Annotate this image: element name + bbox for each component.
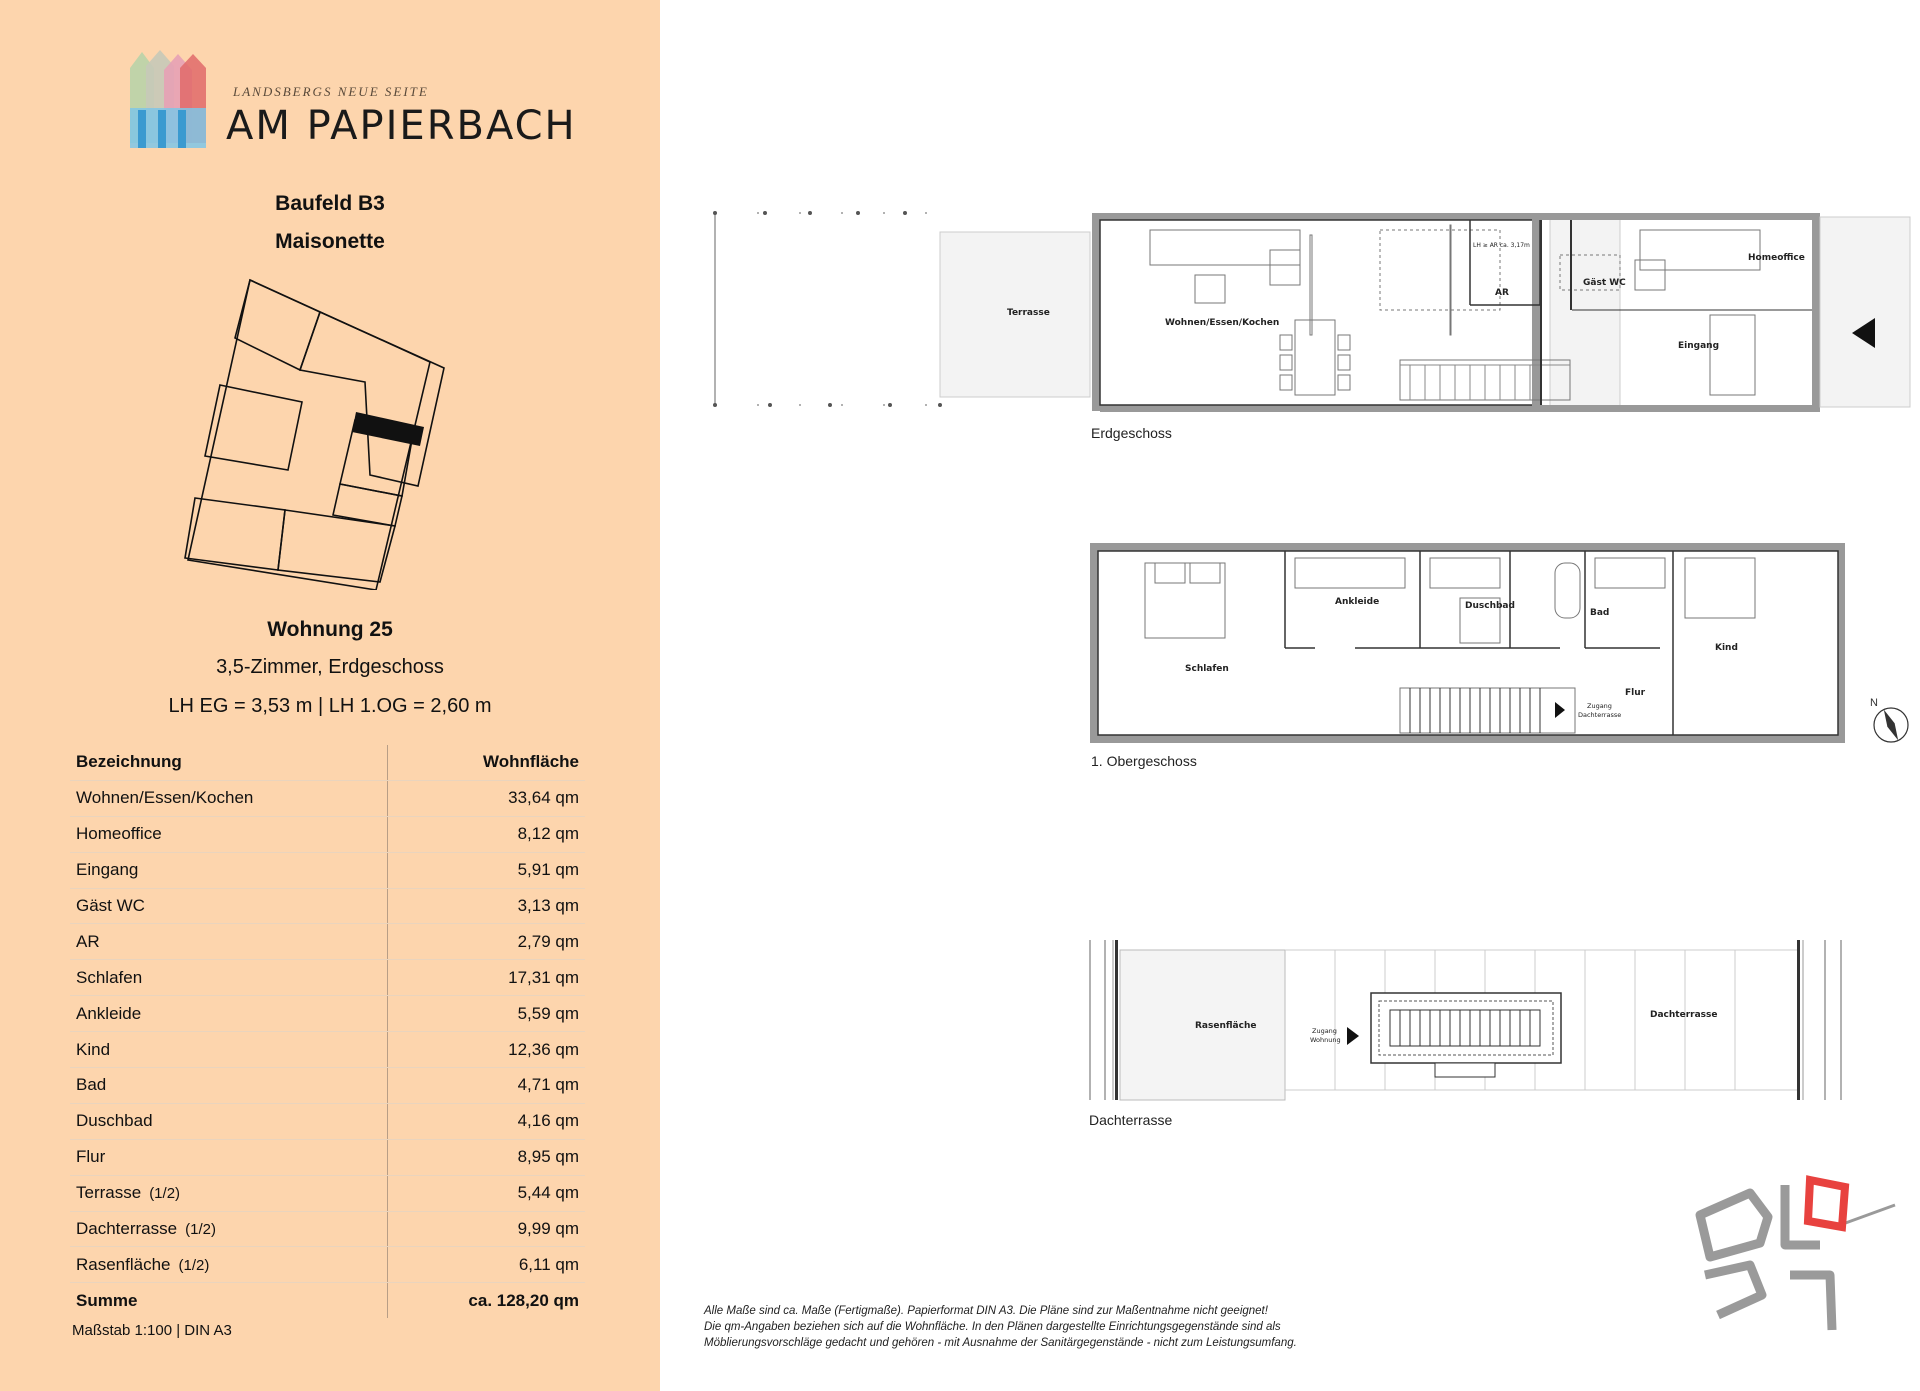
room-label-ankleide: Ankleide [1335, 597, 1380, 607]
plan-label-dachterrasse: Dachterrasse [1089, 1112, 1173, 1128]
table-row [70, 816, 585, 852]
compass-north-label: N [1870, 697, 1878, 709]
sum-row [70, 1283, 585, 1318]
room-name: Eingang [76, 860, 139, 880]
room-label-duschbad: Duschbad [1465, 601, 1515, 611]
room-area: 5,59 qm [388, 996, 586, 1032]
room-name: Duschbad [76, 1111, 153, 1131]
room-label-flur: Flur [1625, 688, 1646, 698]
info-sidebar [0, 0, 660, 1391]
room-name: Gäst WC [76, 896, 145, 915]
building-field: Baufeld B3 [275, 192, 385, 215]
room-name: Kind [76, 1039, 111, 1059]
room-name: Rasenfläche [76, 1254, 171, 1274]
room-area: 6,11 qm [388, 1247, 586, 1283]
room-name: Schlafen [76, 967, 143, 987]
apartment-name: Wohnung 25 [267, 618, 393, 641]
room-area: 8,95 qm [388, 1139, 586, 1175]
room-area: 3,13 qm [388, 888, 586, 924]
access-arrow-icon [1347, 1027, 1359, 1045]
room-label-schlafen: Schlafen [1185, 664, 1229, 674]
sum-value: ca. 128,20 qm [468, 1290, 579, 1310]
room-label-ar: AR [1495, 288, 1509, 298]
table-header-row [70, 745, 585, 780]
room-name: Wohnen/Essen/Kochen [76, 788, 254, 808]
room-label-zugang: Zugang [1312, 1027, 1337, 1035]
room-area: 5,44 qm [388, 1175, 586, 1211]
room-label-gaestwc: Gäst WC [1583, 278, 1626, 288]
room-area: 2,79 qm [388, 924, 586, 960]
roof-terrace-plan [1085, 935, 1855, 1105]
room-suffix: (1/2) [149, 1185, 181, 1203]
table-row [70, 888, 585, 924]
room-name: Terrasse [76, 1183, 142, 1203]
table-row [70, 780, 585, 816]
table-row [70, 1211, 585, 1247]
room-label-zugang: Zugang [1587, 702, 1612, 710]
sum-label: Summe [70, 1283, 388, 1318]
room-label-homeoffice: Homeoffice [1748, 253, 1805, 263]
room-area: 12,36 qm [388, 1032, 586, 1068]
room-label-zugang-wohnung: Wohnung [1310, 1036, 1341, 1044]
room-label-terrasse: Terrasse [1007, 308, 1050, 318]
room-label-bad: Bad [1590, 608, 1610, 618]
col-header-name: Bezeichnung [70, 745, 388, 780]
plan-label-obergeschoss: 1. Obergeschoss [1091, 753, 1197, 769]
logo-tagline: LANDSBERGS NEUE SEITE [233, 84, 429, 99]
room-label-kind: Kind [1715, 643, 1738, 653]
room-name: Ankleide [76, 1003, 142, 1023]
apartment-type: Maisonette [275, 230, 385, 253]
table-row [70, 1247, 585, 1283]
area-table [70, 745, 585, 1318]
room-area: 17,31 qm [388, 960, 586, 996]
room-area: 9,99 qm [388, 1211, 586, 1247]
table-row [70, 852, 585, 888]
plan-label-erdgeschoss: Erdgeschoss [1091, 425, 1172, 441]
room-name: AR [76, 931, 100, 951]
room-note-ar: LH ≥ AR ca. 3,17m [1473, 242, 1530, 249]
table-row [70, 996, 585, 1032]
highlighted-apartment-block [352, 412, 424, 446]
logo-title: AM PAPIERBACH [226, 103, 577, 149]
table-row [70, 960, 585, 996]
site-plan-diagram [180, 270, 480, 590]
room-label-rasenflaeche: Rasenfläche [1195, 1021, 1257, 1031]
table-row [70, 1068, 585, 1104]
apartment-rooms: 3,5-Zimmer, Erdgeschoss [216, 656, 444, 678]
room-suffix: (1/2) [178, 1256, 210, 1274]
upper-floor-plan [1085, 538, 1845, 748]
room-area: 33,64 qm [388, 780, 586, 816]
room-name: Homeoffice [76, 824, 162, 844]
table-row [70, 1139, 585, 1175]
room-name: Dachterrasse [76, 1219, 178, 1239]
room-area: 4,16 qm [388, 1103, 586, 1139]
table-row [70, 924, 585, 960]
room-area: 4,71 qm [388, 1068, 586, 1104]
room-name: Bad [76, 1075, 107, 1095]
room-name: Flur [76, 1147, 106, 1167]
ceiling-heights: LH EG = 3,53 m | LH 1.OG = 2,60 m [168, 695, 492, 717]
scale-note: Maßstab 1:100 | DIN A3 [72, 1322, 232, 1339]
disclaimer-line: Die qm-Angaben beziehen sich auf die Wohnfläche. In den Plänen dargestellte Einrichtungsgegenstände sind als [704, 1321, 1281, 1333]
disclaimer-line: Möblierungsvorschläge gedacht und gehören - mit Ausnahme der Sanitärgegenstände - nicht zum Leistungsumfang. [704, 1337, 1297, 1349]
room-area: 8,12 qm [388, 816, 586, 852]
table-row [70, 1103, 585, 1139]
disclaimer-line: Alle Maße sind ca. Maße (Fertigmaße). Papierformat DIN A3. Die Pläne sind zur Maßentnahme nicht geeignet! [704, 1305, 1268, 1317]
table-row [70, 1175, 585, 1211]
location-map-icon [1690, 1165, 1905, 1345]
room-suffix: (1/2) [185, 1221, 216, 1239]
ground-floor-plan [710, 205, 1920, 420]
room-label-zugang-dachterrasse: Dachterrasse [1578, 711, 1622, 719]
room-label-wohnen: Wohnen/Essen/Kochen [1165, 318, 1280, 328]
room-label-dachterrasse: Dachterrasse [1650, 1010, 1718, 1020]
compass-icon [1866, 692, 1916, 744]
col-header-area: Wohnfläche [388, 745, 586, 780]
room-area: 5,91 qm [388, 852, 586, 888]
table-row [70, 1032, 585, 1068]
room-label-eingang: Eingang [1678, 341, 1720, 351]
disclaimer-notes [704, 1303, 1297, 1351]
